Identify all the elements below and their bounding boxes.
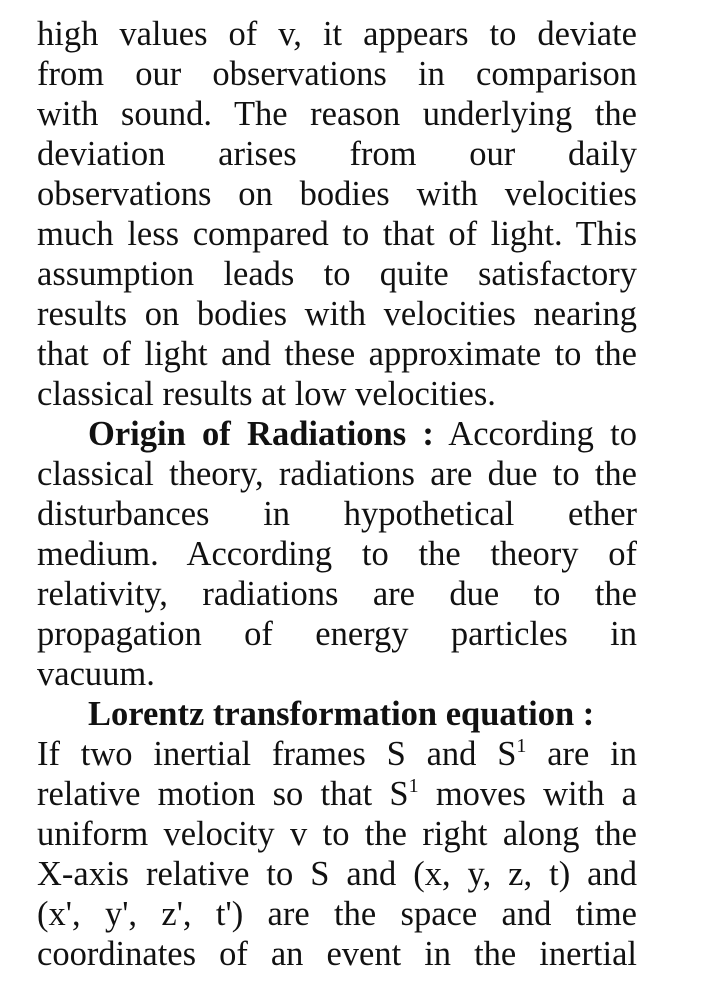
section-heading-origin: Origin of Radiations : (88, 415, 434, 453)
text-line: that of light and these approximate to the (37, 335, 637, 373)
text-line: results on bodies with velocities nearing (37, 295, 637, 333)
superscript: 1 (408, 775, 419, 797)
superscript: 1 (516, 735, 527, 757)
text-fragment: moves with a (418, 775, 637, 813)
text-fragment: According to (448, 415, 637, 453)
text-line: X-axis relative to S and (x, y, z, t) and (37, 855, 637, 893)
paragraph-relativity-deviation (37, 14, 637, 414)
text-fragment: are in (526, 735, 637, 773)
text-fragment: relative motion so that S (37, 775, 409, 813)
text-line: from our observations in comparison (37, 55, 637, 93)
text-line: uniform velocity v to the right along the (37, 815, 637, 853)
heading-line (37, 694, 637, 734)
text-line: high values of v, it appears to deviate (37, 15, 637, 53)
text-line: medium. According to the theory of (37, 535, 637, 573)
text-line: much less compared to that of light. This (37, 215, 637, 253)
heading-line (37, 414, 637, 454)
text-line: classical theory, radiations are due to the (37, 455, 637, 493)
text-line: deviation arises from our daily (37, 135, 637, 173)
text-line: (x', y', z', t') are the space and time (37, 895, 637, 933)
document-page (37, 14, 637, 974)
text-line: vacuum. (37, 655, 155, 693)
text-line: disturbances in hypothetical ether (37, 495, 637, 533)
section-heading-lorentz: Lorentz transformation equation : (88, 695, 595, 733)
text-line: relativity, radiations are due to the (37, 575, 637, 613)
text-line: with sound. The reason underlying the (37, 95, 637, 133)
text-line: observations on bodies with velocities (37, 175, 637, 213)
text-line (37, 774, 637, 814)
paragraph-lorentz-transformation (37, 694, 637, 974)
paragraph-origin-of-radiations (37, 414, 637, 694)
text-line: propagation of energy particles in (37, 615, 637, 653)
text-line: assumption leads to quite satisfactory (37, 255, 637, 293)
text-line: coordinates of an event in the inertial (37, 935, 637, 973)
text-line (37, 734, 637, 774)
text-fragment: If two inertial frames S and S (37, 735, 517, 773)
text-line: classical results at low velocities. (37, 375, 496, 413)
